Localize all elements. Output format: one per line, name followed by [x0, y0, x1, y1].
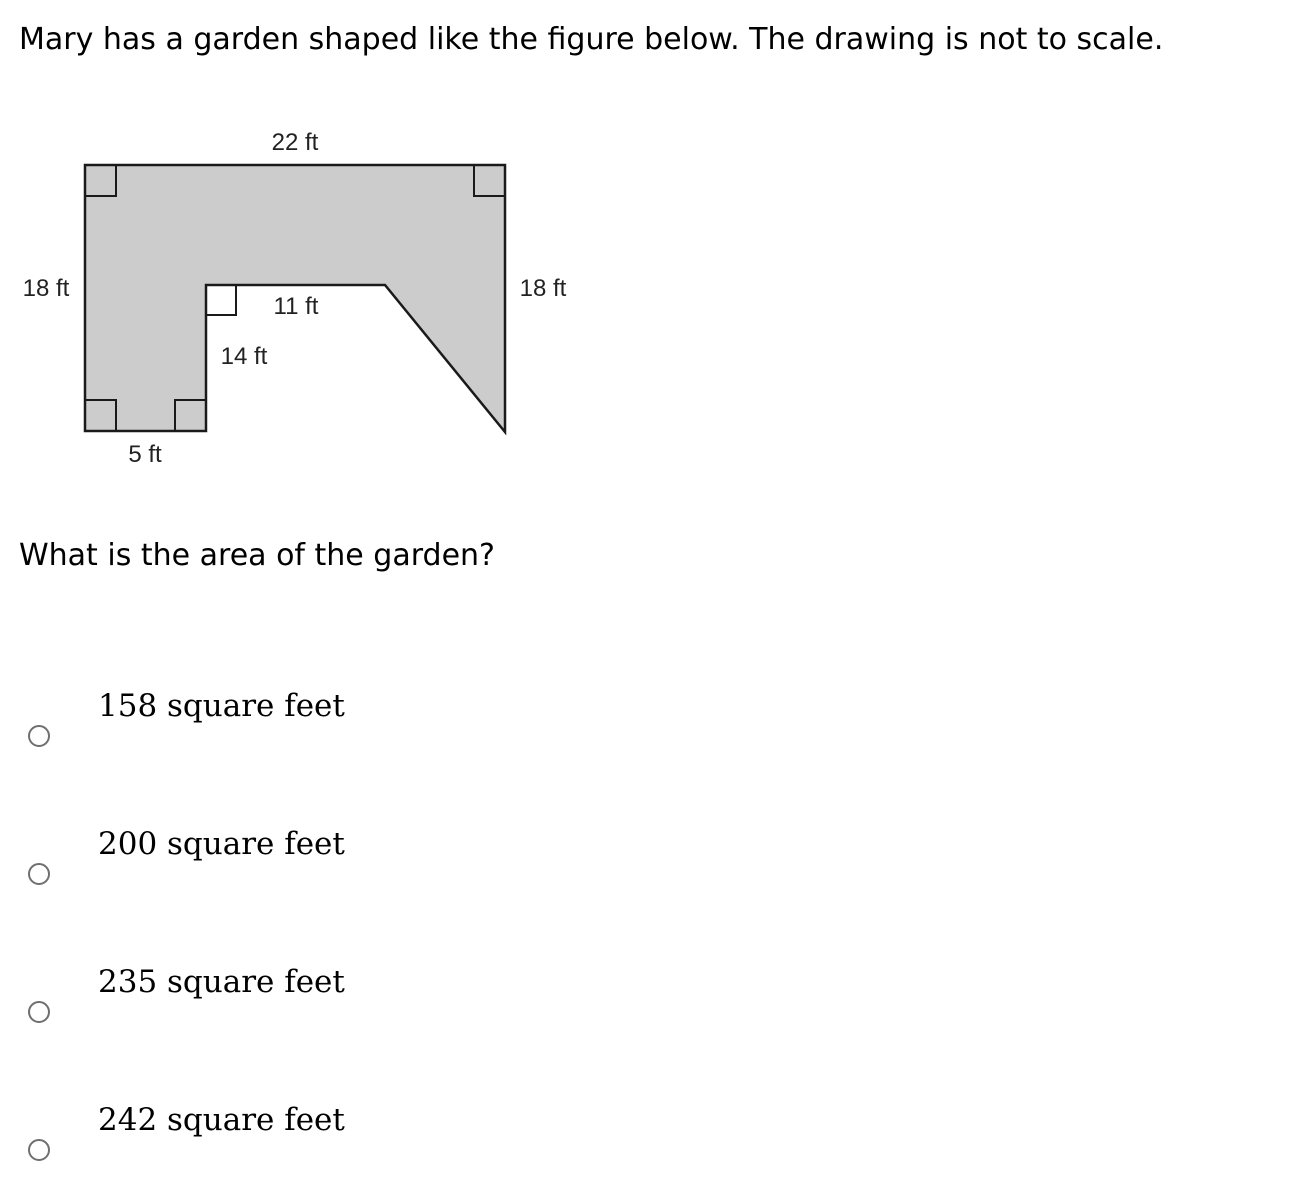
garden-diagram — [0, 115, 600, 475]
label-top: 22 ft — [271, 129, 319, 156]
answer-option-label: 235 square feet — [98, 964, 345, 1000]
answer-option-label: 242 square feet — [98, 1102, 345, 1138]
answer-option-4[interactable] — [0, 1100, 600, 1180]
label-left: 18 ft — [22, 275, 70, 302]
right-angle-marker-inner — [206, 285, 236, 315]
answer-option-1[interactable] — [0, 686, 600, 766]
label-bottom: 5 ft — [128, 441, 162, 468]
radio-button-icon[interactable] — [28, 725, 50, 747]
radio-button-icon[interactable] — [28, 1001, 50, 1023]
label-inner-side: 14 ft — [220, 343, 268, 370]
answer-option-label: 200 square feet — [98, 826, 345, 862]
answer-option-3[interactable] — [0, 962, 600, 1042]
answer-option-2[interactable] — [0, 824, 600, 904]
question-prompt: Mary has a garden shaped like the figure below. The drawing is not to scale. — [19, 22, 1164, 57]
garden-figure — [0, 115, 600, 475]
radio-button-icon[interactable] — [28, 863, 50, 885]
question-ask: What is the area of the garden? — [19, 538, 495, 573]
answer-option-label: 158 square feet — [98, 688, 345, 724]
radio-button-icon[interactable] — [28, 1139, 50, 1161]
label-inner-top: 11 ft — [273, 293, 319, 320]
label-right: 18 ft — [519, 275, 567, 302]
